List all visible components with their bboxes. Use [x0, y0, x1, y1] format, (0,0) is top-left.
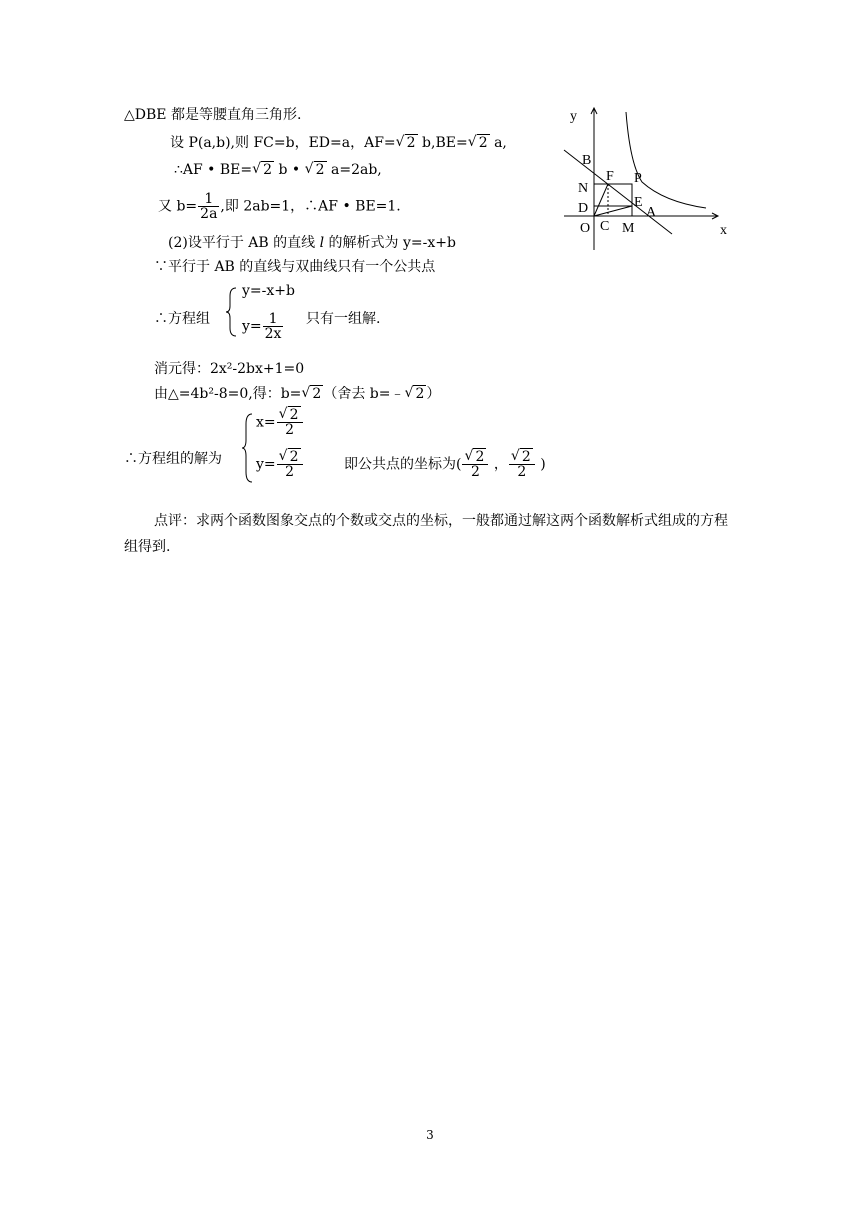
system-eq-2: y= $\frac{1}{2x}$: [242, 311, 282, 342]
label-e: E: [634, 195, 643, 210]
fraction-1-over-2x: $\frac{1}{2x}$: [264, 311, 282, 342]
fraction-sqrt2-over-2: √ $\frac{2}{2}$: [277, 408, 303, 437]
sqrt-2: √ 2: [301, 385, 323, 403]
text-line-8: 消元得：2x²-2bx+1=0: [154, 361, 305, 377]
sqrt-2: √ 2: [396, 134, 418, 152]
label-p: P: [634, 171, 642, 186]
label-f: F: [606, 169, 614, 184]
label-c: C: [600, 219, 610, 234]
fraction-sqrt2-over-2: √ $\frac{2}{2}$: [509, 450, 535, 479]
sqrt-2: √ 2: [468, 134, 490, 152]
system-lead: ∴方程组: [154, 311, 210, 327]
left-brace: [242, 412, 254, 484]
text-line-3: ∴AF • BE=√ 2 b • √ 2 a=2ab,: [174, 161, 382, 179]
label-d: D: [578, 201, 589, 216]
sqrt-2: √ 2: [252, 161, 274, 179]
label-x: x: [720, 223, 727, 238]
hyperbola-figure: [560, 100, 740, 250]
review-line-2: 组得到.: [124, 539, 171, 555]
label-m: M: [622, 221, 635, 236]
label-n: N: [578, 181, 589, 196]
solution-point: 即公共点的坐标为( √ $\frac{2}{2}$ ， √ $\frac{2}{2}$ ): [344, 450, 546, 479]
fraction-sqrt2-over-2: √ $\frac{2}{2}$: [277, 450, 303, 479]
solution-y: y= √ $\frac{2}{2}$: [256, 450, 304, 479]
text-line-5: (2)设平行于 AB 的直线 l 的解析式为 y=-x+b: [168, 235, 456, 251]
text-line-6: ∵平行于 AB 的直线与双曲线只有一个公共点: [154, 259, 436, 275]
fraction-sqrt2-over-2: √ $\frac{2}{2}$: [462, 450, 488, 479]
solution-lead: ∴方程组的解为: [124, 451, 222, 467]
text-line-9: 由△=4b²-8=0,得：b=√ 2 （舍去 b=﹣√ 2 ）: [154, 385, 440, 403]
review-line-1: 点评：求两个函数图象交点的个数或交点的坐标，一般都通过解这两个函数解析式组成的方程: [154, 513, 728, 529]
solution-x: x= √ $\frac{2}{2}$: [256, 408, 304, 437]
text-line-4: 又 b= $\frac{1}{2a}$ ,即 2ab=1，∴AF • BE=1.: [158, 191, 401, 222]
label-y: y: [570, 109, 577, 124]
label-b: B: [582, 153, 592, 168]
system-eq-1: y=-x+b: [242, 283, 295, 299]
label-o: O: [580, 221, 591, 236]
hyperbola-curve: [626, 112, 706, 208]
sqrt-2: √ 2: [404, 385, 426, 403]
text-line-2: 设 P(a,b),则 FC=b，ED=a，AF=√ 2 b,BE=√ 2 a,: [170, 134, 507, 152]
system-tail: 只有一组解.: [306, 311, 381, 327]
page-number: 3: [426, 1128, 434, 1142]
fraction-1-over-2a: $\frac{1}{2a}$: [200, 191, 218, 222]
label-a: A: [646, 205, 657, 220]
sqrt-2: √ 2: [305, 161, 327, 179]
left-brace: [226, 286, 238, 338]
text-line-1: △DBE 都是等腰直角三角形.: [124, 107, 302, 123]
